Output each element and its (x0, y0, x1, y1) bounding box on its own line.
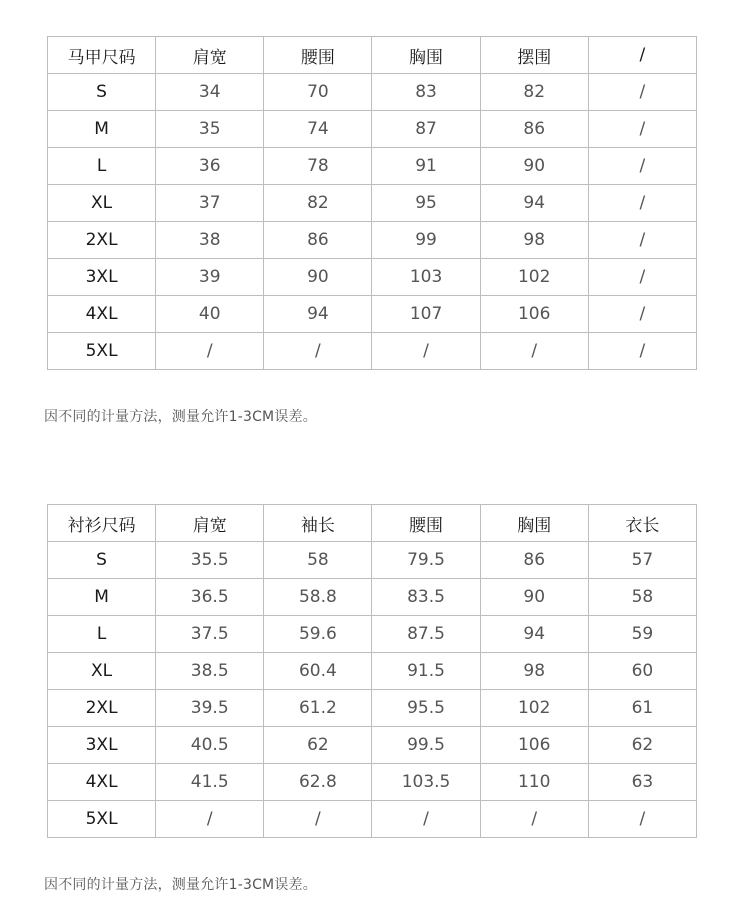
table-cell: 34 (156, 74, 264, 111)
header-cell: 衣长 (588, 505, 696, 542)
header-cell: 摆围 (480, 37, 588, 74)
size-cell: XL (48, 653, 156, 690)
table-cell: 63 (588, 764, 696, 801)
table-cell: 99.5 (372, 727, 480, 764)
table-cell: 41.5 (156, 764, 264, 801)
table-cell: 87.5 (372, 616, 480, 653)
header-cell: 胸围 (480, 505, 588, 542)
size-cell: XL (48, 185, 156, 222)
table-cell: 78 (264, 148, 372, 185)
table-cell: / (264, 801, 372, 838)
table-cell: / (588, 801, 696, 838)
table-cell: / (588, 74, 696, 111)
table-row (48, 259, 697, 296)
size-cell: 4XL (48, 296, 156, 333)
table-row (48, 653, 697, 690)
table-cell: 40 (156, 296, 264, 333)
table-cell: 57 (588, 542, 696, 579)
header-cell: 腰围 (372, 505, 480, 542)
size-cell: S (48, 74, 156, 111)
size-cell: 2XL (48, 222, 156, 259)
table-cell: / (156, 333, 264, 370)
header-cell: / (588, 37, 696, 74)
table-cell: 86 (264, 222, 372, 259)
table-cell: 38 (156, 222, 264, 259)
table-cell: / (588, 259, 696, 296)
table-row (48, 148, 697, 185)
table-row (48, 542, 697, 579)
table-cell: 40.5 (156, 727, 264, 764)
table-row (48, 333, 697, 370)
table-cell: 86 (480, 542, 588, 579)
table-row (48, 690, 697, 727)
table-cell: 36.5 (156, 579, 264, 616)
table-cell: / (588, 333, 696, 370)
header-cell: 肩宽 (156, 37, 264, 74)
table-cell: 36 (156, 148, 264, 185)
size-cell: M (48, 579, 156, 616)
table-cell: / (480, 333, 588, 370)
table-cell: / (588, 185, 696, 222)
table-cell: 37.5 (156, 616, 264, 653)
table-cell: 61 (588, 690, 696, 727)
table-cell: 35.5 (156, 542, 264, 579)
table-cell: 60.4 (264, 653, 372, 690)
table-cell: 59 (588, 616, 696, 653)
table-cell: 103 (372, 259, 480, 296)
table-cell: 86 (480, 111, 588, 148)
table-cell: / (588, 296, 696, 333)
table-cell: 110 (480, 764, 588, 801)
table-cell: 98 (480, 222, 588, 259)
table-header-row (48, 37, 697, 74)
header-cell: 衬衫尺码 (48, 505, 156, 542)
table-cell: 82 (264, 185, 372, 222)
table-cell: / (588, 148, 696, 185)
table-cell: 106 (480, 296, 588, 333)
table-row (48, 801, 697, 838)
table-cell: 58 (264, 542, 372, 579)
size-cell: L (48, 616, 156, 653)
table-cell: 103.5 (372, 764, 480, 801)
table-cell: 58 (588, 579, 696, 616)
table-cell: 58.8 (264, 579, 372, 616)
table-cell: 39.5 (156, 690, 264, 727)
shirt-size-table (47, 504, 697, 838)
table-cell: 90 (264, 259, 372, 296)
table-cell: / (588, 111, 696, 148)
table-cell: 37 (156, 185, 264, 222)
table-cell: / (372, 801, 480, 838)
table-cell: / (372, 333, 480, 370)
table-cell: 102 (480, 690, 588, 727)
table-cell: 95.5 (372, 690, 480, 727)
table-row (48, 616, 697, 653)
table-cell: / (156, 801, 264, 838)
size-cell: 4XL (48, 764, 156, 801)
table-cell: 62 (588, 727, 696, 764)
table-cell: 102 (480, 259, 588, 296)
table-row (48, 111, 697, 148)
table-header-row (48, 505, 697, 542)
table-cell: / (588, 222, 696, 259)
table-cell: / (264, 333, 372, 370)
size-cell: S (48, 542, 156, 579)
header-cell: 胸围 (372, 37, 480, 74)
measurement-note: 因不同的计量方法，测量允许1-3CM误差。 (44, 409, 317, 425)
table-cell: 82 (480, 74, 588, 111)
table-row (48, 222, 697, 259)
header-cell: 马甲尺码 (48, 37, 156, 74)
table-cell: 91.5 (372, 653, 480, 690)
table-cell: 94 (480, 616, 588, 653)
table-cell: 83.5 (372, 579, 480, 616)
table-cell: 98 (480, 653, 588, 690)
table-row (48, 74, 697, 111)
table-cell: 106 (480, 727, 588, 764)
table-cell: / (480, 801, 588, 838)
table-row (48, 296, 697, 333)
table-cell: 91 (372, 148, 480, 185)
table-cell: 90 (480, 579, 588, 616)
table-cell: 38.5 (156, 653, 264, 690)
vest-size-table (47, 36, 697, 370)
table-row (48, 579, 697, 616)
table-cell: 94 (480, 185, 588, 222)
header-cell: 肩宽 (156, 505, 264, 542)
table-cell: 59.6 (264, 616, 372, 653)
table-cell: 62.8 (264, 764, 372, 801)
size-cell: 5XL (48, 801, 156, 838)
table-cell: 62 (264, 727, 372, 764)
table-cell: 95 (372, 185, 480, 222)
table-cell: 90 (480, 148, 588, 185)
table-row (48, 727, 697, 764)
table-cell: 87 (372, 111, 480, 148)
table-cell: 61.2 (264, 690, 372, 727)
table-cell: 107 (372, 296, 480, 333)
size-cell: 2XL (48, 690, 156, 727)
measurement-note: 因不同的计量方法，测量允许1-3CM误差。 (44, 877, 317, 893)
table-cell: 35 (156, 111, 264, 148)
size-cell: M (48, 111, 156, 148)
size-cell: 3XL (48, 259, 156, 296)
table-cell: 74 (264, 111, 372, 148)
size-cell: L (48, 148, 156, 185)
table-cell: 39 (156, 259, 264, 296)
table-cell: 70 (264, 74, 372, 111)
header-cell: 袖长 (264, 505, 372, 542)
size-cell: 3XL (48, 727, 156, 764)
table-row (48, 764, 697, 801)
header-cell: 腰围 (264, 37, 372, 74)
table-cell: 94 (264, 296, 372, 333)
table-cell: 79.5 (372, 542, 480, 579)
size-cell: 5XL (48, 333, 156, 370)
table-cell: 60 (588, 653, 696, 690)
table-cell: 99 (372, 222, 480, 259)
table-row (48, 185, 697, 222)
table-cell: 83 (372, 74, 480, 111)
